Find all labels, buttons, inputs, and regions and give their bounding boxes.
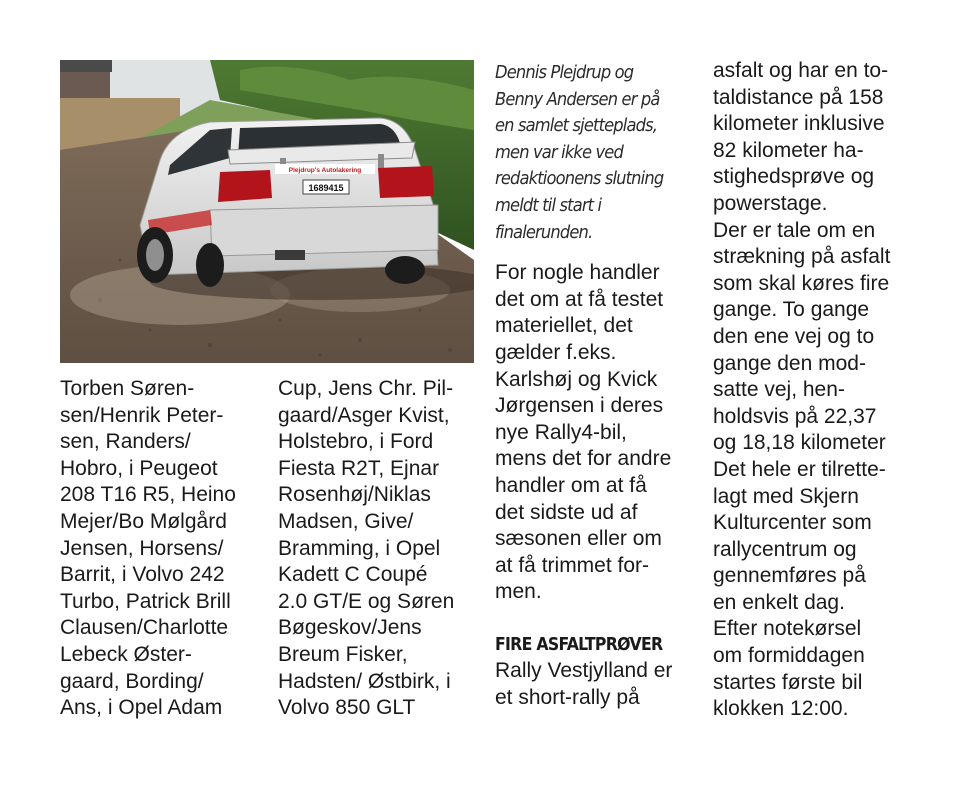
- text-line: Bramming, i Opel: [278, 536, 441, 560]
- text-line: nye Rally4-bil,: [495, 420, 627, 444]
- text-line: startes første bil: [713, 670, 863, 694]
- article-column-1: [60, 376, 264, 722]
- text-line: sen, Randers/: [60, 430, 191, 454]
- text-line: Breum Fisker,: [278, 642, 408, 666]
- text-line: sen/Henrik Peter-: [60, 403, 224, 427]
- caption-line: en samlet sjetteplads,: [495, 116, 658, 137]
- text-line: det sidste ud af: [495, 500, 638, 524]
- text-line: Karlshøj og Kvick: [495, 367, 658, 391]
- text-line: strækning på asfalt: [713, 245, 891, 269]
- caption-line: redaktioonens slutning: [495, 169, 664, 190]
- caption-line: meldt til start i: [495, 195, 602, 216]
- text-line: Cup, Jens Chr. Pil-: [278, 377, 454, 400]
- text-line: Rally Vestjylland er: [495, 659, 673, 683]
- photo-caption: [495, 60, 701, 246]
- text-line: Jensen, Horsens/: [60, 536, 224, 560]
- text-line: stighedsprøve og: [713, 165, 875, 189]
- text-line: gange. To gange: [713, 298, 870, 322]
- text-line: gælder f.eks.: [495, 340, 617, 364]
- text-line: Holstebro, i Ford: [278, 430, 434, 454]
- text-line: at få trimmet for-: [495, 553, 650, 577]
- text-line: og 18,18 kilometer: [713, 431, 886, 455]
- text-line: lagt med Skjern: [713, 484, 859, 508]
- text-line: materiellet, det: [495, 314, 633, 338]
- article-column-2: [278, 376, 482, 722]
- text-line: Det hele er tilrette-: [713, 457, 886, 481]
- text-line: Hadsten/ Østbirk, i: [278, 669, 451, 693]
- text-line: Efter notekørsel: [713, 617, 862, 641]
- text-line: Mejer/Bo Mølgård: [60, 509, 227, 533]
- article-column-3: [495, 60, 701, 712]
- text-line: asfalt og har en to-: [713, 59, 889, 82]
- caption-line: men var ikke ved: [495, 142, 623, 163]
- text-line: den ene vej og to: [713, 324, 875, 348]
- rally-car-image: [60, 60, 474, 363]
- text-line: Ans, i Opel Adam: [60, 696, 223, 720]
- text-line: kilometer inklusive: [713, 112, 885, 136]
- text-line: Clausen/Charlotte: [60, 616, 229, 640]
- text-line: gennemføres på: [713, 564, 866, 588]
- caption-line: Dennis Plejdrup og: [495, 63, 634, 83]
- text-line: 82 kilometer ha-: [713, 138, 864, 162]
- rally-photo: [60, 60, 474, 363]
- text-line: Lebeck Øster-: [60, 642, 192, 666]
- text-line: handler om at få: [495, 473, 647, 497]
- text-line: taldistance på 158: [713, 85, 884, 109]
- text-line: gaard/Asger Kvist,: [278, 403, 450, 427]
- text-line: gange den mod-: [713, 351, 866, 375]
- text-line: gaard, Bording/: [60, 669, 204, 693]
- text-line: Hobro, i Peugeot: [60, 456, 218, 480]
- text-line: en enkelt dag.: [713, 590, 845, 614]
- text-line: men.: [495, 580, 542, 604]
- text-line: rallycentrum og: [713, 537, 857, 561]
- text-line: satte vej, hen-: [713, 378, 845, 402]
- text-line: powerstage.: [713, 191, 828, 215]
- text-line: Volvo 850 GLT: [278, 696, 416, 720]
- text-line: Kulturcenter som: [713, 511, 872, 535]
- text-line: Bøgeskov/Jens: [278, 616, 422, 640]
- text-line: som skal køres fire: [713, 271, 890, 295]
- text-line: For nogle handler: [495, 261, 660, 285]
- section-heading: FIRE ASFALTPRØVER: [495, 634, 663, 655]
- text-line: 208 T16 R5, Heino: [60, 483, 236, 507]
- text-line: sæsonen eller om: [495, 527, 662, 551]
- text-line: Rosenhøj/Niklas: [278, 483, 431, 507]
- text-line: Kadett C Coupé: [278, 563, 428, 587]
- text-line: det om at få testet: [495, 287, 664, 311]
- text-line: holdsvis på 22,37: [713, 404, 877, 428]
- text-line: Barrit, i Volvo 242: [60, 563, 225, 587]
- text-line: klokken 12:00.: [713, 697, 849, 721]
- text-line: Turbo, Patrick Brill: [60, 589, 231, 613]
- article-column-4: [713, 58, 917, 723]
- license-plate: 1689415: [308, 183, 344, 193]
- text-line: Fiesta R2T, Ejnar: [278, 456, 440, 480]
- caption-line: finalerunden.: [495, 222, 593, 243]
- text-line: Jørgensen i deres: [495, 394, 664, 418]
- text-line: 2.0 GT/E og Søren: [278, 589, 455, 613]
- text-line: om formiddagen: [713, 644, 865, 668]
- text-line: Der er tale om en: [713, 218, 876, 242]
- sponsor-text: Plejdrup's Autolakering: [288, 167, 362, 174]
- text-line: Torben Søren-: [60, 377, 195, 400]
- text-line: mens det for andre: [495, 447, 672, 471]
- text-line: et short-rally på: [495, 686, 640, 710]
- text-line: Madsen, Give/: [278, 509, 414, 533]
- caption-line: Benny Andersen er på: [495, 89, 660, 110]
